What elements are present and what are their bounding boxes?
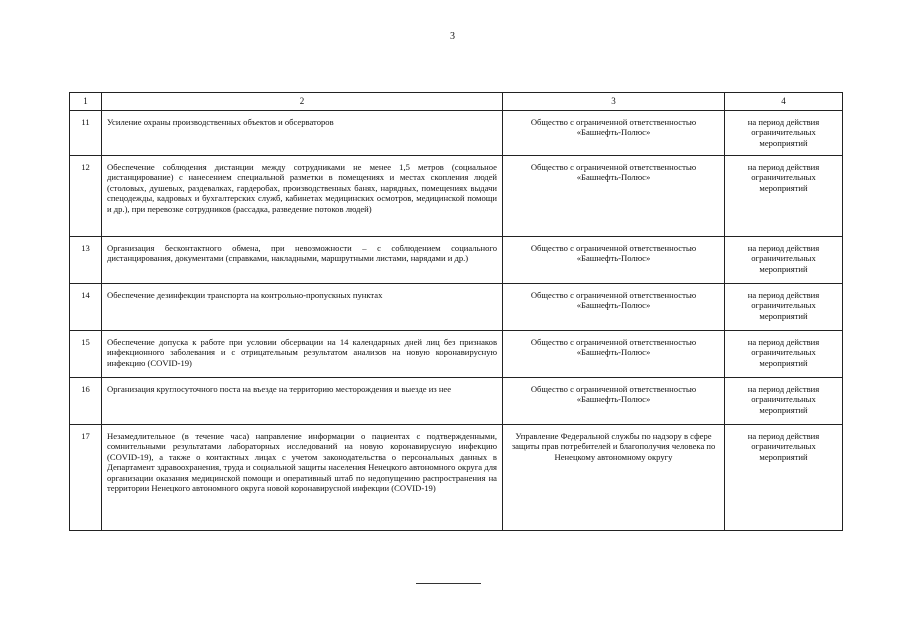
row-term: на период действия ограничительных мероприятий (725, 330, 843, 377)
measures-table (69, 92, 843, 531)
row-task: Обеспечение соблюдения дистанции между сотрудниками не менее 1,5 метров (социальное дистанцирование) с нанесением специальной разметки в помещениях и местах скопления людей (столовых, душевых, раздевалках, гардеробах, производственных банях, нарядных, помещениях выдачи спецодежды, кадровых и бухгалтерских служб, кабинетах медицинских осмотров, медицинской помощи и др.), при перевозке сотрудников (рассадка, разведение потоков людей) (102, 155, 503, 236)
row-number: 13 (70, 236, 102, 283)
table-row (70, 330, 843, 377)
row-executor: Общество с ограниченной ответственностью «Башнефть-Полюс» (503, 236, 725, 283)
row-term: на период действия ограничительных мероприятий (725, 236, 843, 283)
row-task: Обеспечение допуска к работе при условии обсервации на 14 календарных дней лиц без признаков инфекционного заболевания и с отрицательным результатом анализов на новую коронавирусную инфекцию (COVID-19) (102, 330, 503, 377)
page-number: 3 (450, 31, 455, 42)
row-number: 17 (70, 424, 102, 530)
row-executor: Общество с ограниченной ответственностью «Башнефть-Полюс» (503, 110, 725, 155)
row-number: 11 (70, 110, 102, 155)
row-task: Обеспечение дезинфекции транспорта на контрольно-пропускных пунктах (102, 283, 503, 330)
table-row (70, 424, 843, 530)
row-executor: Общество с ограниченной ответственностью «Башнефть-Полюс» (503, 283, 725, 330)
table-row (70, 236, 843, 283)
row-task: Незамедлительное (в течение часа) направление информации о пациентах с подтвержденными, сомнительными результатами лабораторных исследований на новую коронавирусную инфекцию (COVID-19), а также о контактных лицах с учетом законодательства о персональных данных в Департамент здравоохранения, труда и социальной защиты населения Ненецкого автономного округа для организации оказания медицинской помощи и оперативный штаб по недопущению распространения на территории Ненецкого автономного округа новой коронавирусной инфекции (COVID-19) (102, 424, 503, 530)
table-header-row (70, 93, 843, 111)
column-header-task: 2 (102, 93, 503, 111)
row-number: 16 (70, 377, 102, 424)
row-term: на период действия ограничительных мероприятий (725, 283, 843, 330)
footer-divider (416, 583, 481, 584)
column-header-executor: 3 (503, 93, 725, 111)
row-task: Организация круглосуточного поста на въезде на территорию месторождения и выезде из нее (102, 377, 503, 424)
row-term: на период действия ограничительных мероприятий (725, 377, 843, 424)
row-executor: Общество с ограниченной ответственностью «Башнефть-Полюс» (503, 377, 725, 424)
table-row (70, 377, 843, 424)
column-header-number: 1 (70, 93, 102, 111)
row-task: Организация бесконтактного обмена, при невозможности – с соблюдением социального дистанцирования, документами (справками, накладными, маршрутными листами, нарядами и др.) (102, 236, 503, 283)
row-number: 15 (70, 330, 102, 377)
table-row (70, 283, 843, 330)
row-executor: Общество с ограниченной ответственностью «Башнефть-Полюс» (503, 330, 725, 377)
column-header-term: 4 (725, 93, 843, 111)
row-number: 14 (70, 283, 102, 330)
row-number: 12 (70, 155, 102, 236)
row-executor: Общество с ограниченной ответственностью «Башнефть-Полюс» (503, 155, 725, 236)
row-term: на период действия ограничительных мероприятий (725, 110, 843, 155)
row-executor: Управление Федеральной службы по надзору в сфере защиты прав потребителей и благополучия человека по Ненецкому автономному округу (503, 424, 725, 530)
table-row (70, 155, 843, 236)
row-task: Усиление охраны производственных объектов и обсерваторов (102, 110, 503, 155)
table-row (70, 110, 843, 155)
row-term: на период действия ограничительных мероприятий (725, 424, 843, 530)
row-term: на период действия ограничительных мероприятий (725, 155, 843, 236)
